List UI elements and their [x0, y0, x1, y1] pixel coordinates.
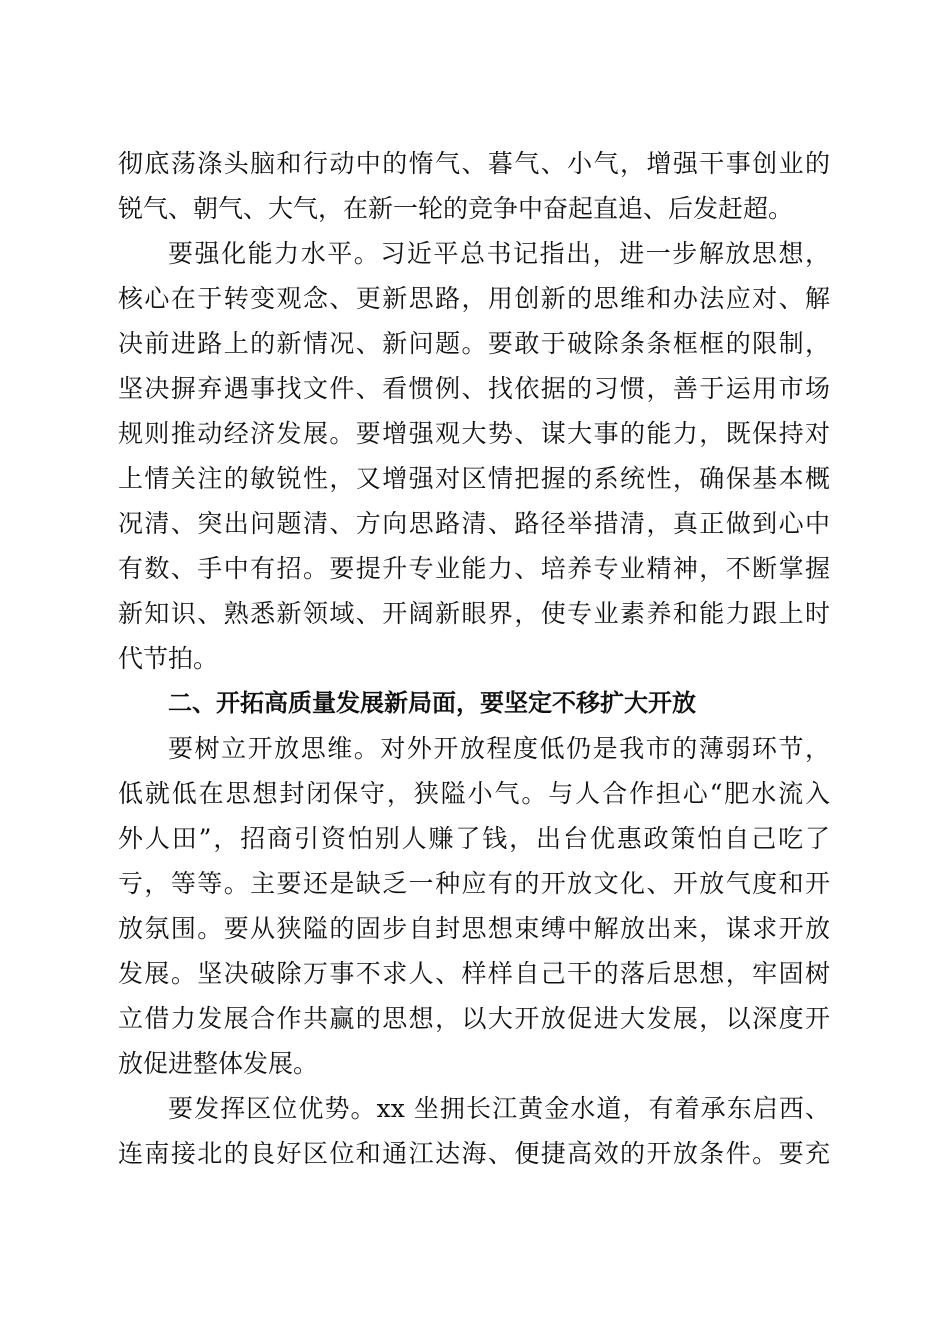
text-line: 连南接北的良好区位和通江达海、便捷高效的开放条件。要充	[118, 1139, 830, 1168]
text-line: 放氛围。要从狭隘的固步自封思想束缚中解放出来，谋求开放	[118, 914, 830, 943]
text-line: 核心在于转变观念、更新思路，用创新的思维和办法应对、解	[118, 284, 830, 313]
paragraph-start-line: 要发挥区位优势。xx 坐拥长江黄金水道，有着承东启西、	[168, 1094, 830, 1123]
text-line: 况清、突出问题清、方向思路清、路径举措清，真正做到心中	[118, 509, 830, 538]
text-line: 决前进路上的新情况、新问题。要敢于破除条条框框的限制，	[118, 329, 830, 358]
text-line: 发展。坚决破除万事不求人、样样自己干的落后思想，牢固树	[118, 959, 830, 988]
text-line: 坚决摒弃遇事找文件、看惯例、找依据的习惯，善于运用市场	[118, 374, 830, 403]
text-line: 规则推动经济发展。要增强观大势、谋大事的能力，既保持对	[118, 419, 830, 448]
document-body	[118, 141, 830, 1176]
text-line: 彻底荡涤头脑和行动中的惰气、暮气、小气，增强干事创业的	[118, 149, 830, 178]
text-line: 上情关注的敏锐性，又增强对区情把握的系统性，确保基本概	[118, 464, 830, 493]
text-line: 立借力发展合作共赢的思想，以大开放促进大发展，以深度开	[118, 1004, 830, 1033]
section-heading: 二、开拓高质量发展新局面，要坚定不移扩大开放	[168, 689, 696, 717]
text-line: 低就低在思想封闭保守，狭隘小气。与人合作担心“肥水流入	[118, 779, 830, 808]
text-line: 有数、手中有招。要提升专业能力、培养专业精神，不断掌握	[118, 554, 830, 583]
paragraph-start-line: 要树立开放思维。对外开放程度低仍是我市的薄弱环节，	[168, 734, 830, 763]
text-line: 放促进整体发展。	[118, 1049, 319, 1078]
text-line: 新知识、熟悉新领域、开阔新眼界，使专业素养和能力跟上时	[118, 599, 830, 628]
text-line: 锐气、朝气、大气，在新一轮的竞争中奋起直追、后发赶超。	[118, 194, 794, 223]
text-line: 亏，等等。主要还是缺乏一种应有的开放文化、开放气度和开	[118, 869, 830, 898]
paragraph-start-line: 要强化能力水平。习近平总书记指出，进一步解放思想，	[168, 239, 830, 268]
text-line: 代节拍。	[118, 644, 219, 673]
text-line: 外人田”，招商引资怕别人赚了钱，出台优惠政策怕自己吃了	[118, 824, 830, 853]
